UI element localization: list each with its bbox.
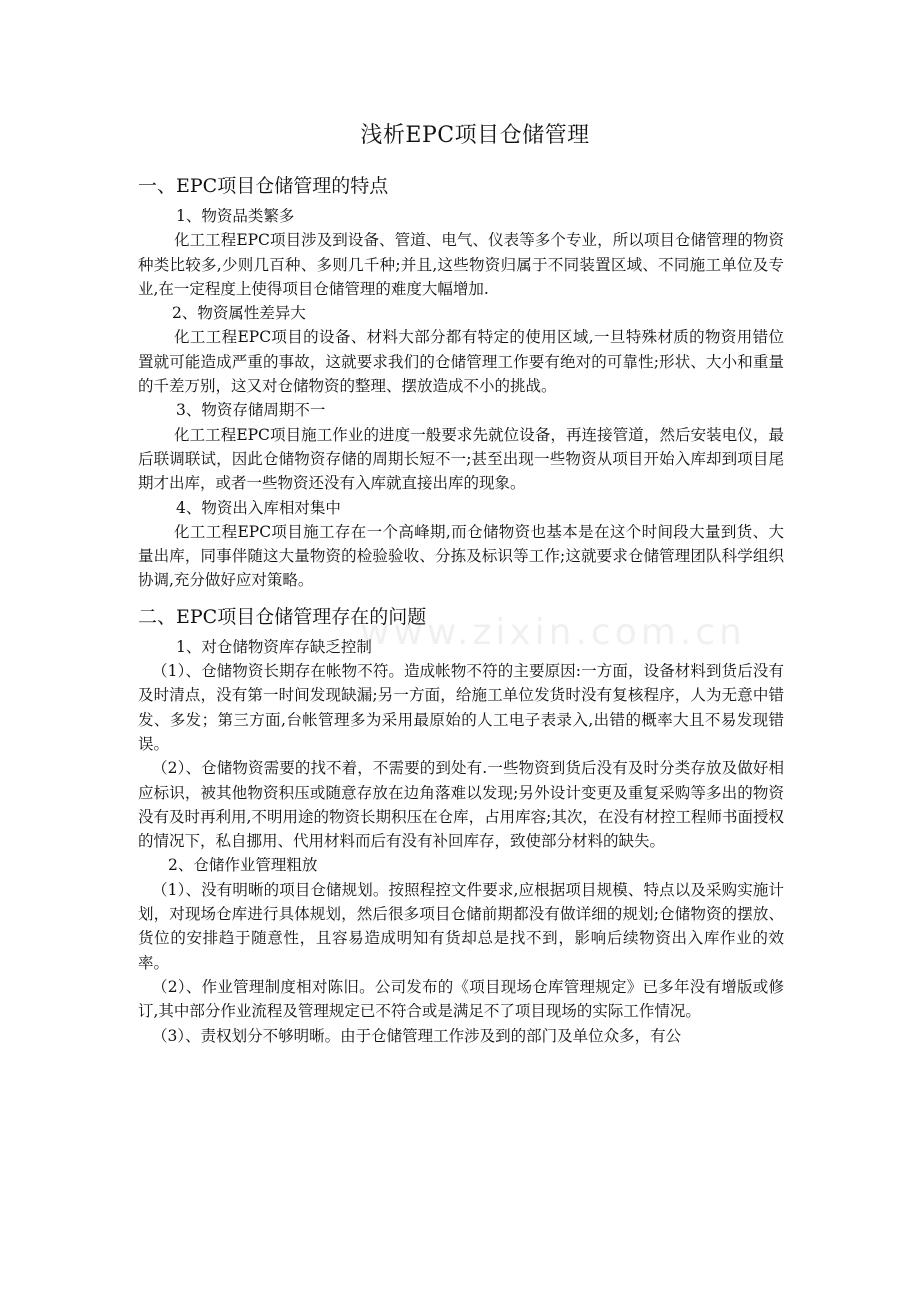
section-heading: 一、EPC项目仓储管理的特点 xyxy=(138,175,389,197)
subsection-heading: 3、物资存储周期不一 xyxy=(176,401,326,420)
document-body xyxy=(138,168,784,1048)
paragraph: （1）、没有明晰的项目仓储规划。按照程控文件要求,应根据项目规模、特点以及采购实施计划，对现场仓库进行具体规划，然后很多项目仓储前期都没有做详细的规划;仓储物资的摆放、货位的安排趋于随意性，且容易造成明知有货却总是找不到，影响后续物资出入库作业的效率。 xyxy=(138,880,784,972)
paragraph: （2）、作业管理制度相对陈旧。公司发布的《项目现场仓库管理规定》已多年没有增版或修订,其中部分作业流程及管理规定已不符合或是满足不了项目现场的实际工作情况。 xyxy=(138,977,784,1021)
subsection-heading: 1、物资品类繁多 xyxy=(176,207,295,225)
paragraph: 化工工程EPC项目施工作业的进度一般要求先就位设备，再连接管道，然后安装电仪，最后联调联试，因此仓储物资存储的周期长短不一;甚至出现一些物资从项目开始入库却到项目尾期才出库，或者一些物资还没有入库就直接出库的现象。 xyxy=(138,425,784,493)
paragraph: 化工工程EPC项目的设备、材料大部分都有特定的使用区域,一旦特殊材质的物资用错位置就可能造成严重的事故，这就要求我们的仓储管理工作要有绝对的可靠性;形状、大小和重量的千差万别，这又对仓储物资的整理、摆放造成不小的挑战。 xyxy=(138,328,784,396)
paragraph: （3）、责权划分不够明晰。由于仓储管理工作涉及到的部门及单位众多，有公 xyxy=(152,1026,682,1045)
watermark: www.zixin.com.cn xyxy=(360,612,746,653)
paragraph: （2）、仓储物资需要的找不着，不需要的到处有.一些物资到货后没有及时分类存放及做好相应标识，被其他物资积压或随意存放在边角落难以发现;另外设计变更及重复采购等多出的物资没有及时再利用,不明用途的物资长期积压在仓库，占用库容;其次，在没有材控工程师书面授权的情况下，私自挪用、代用材料而后有没有补回库存，致使部分材料的缺失。 xyxy=(138,759,784,851)
paragraph: 化工工程EPC项目涉及到设备、管道、电气、仪表等多个专业，所以项目仓储管理的物资种类比较多,少则几百种、多则几千种;并且,这些物资归属于不同装置区域、不同施工单位及专业,在一定程度上使得项目仓储管理的难度大幅增加. xyxy=(138,231,784,298)
subsection-heading: 4、物资出入库相对集中 xyxy=(176,498,341,517)
document-title: 浅析EPC项目仓储管理 xyxy=(360,123,590,148)
subsection-heading: 2、仓储作业管理粗放 xyxy=(168,856,318,875)
section-heading: 二、EPC项目仓储管理存在的问题 xyxy=(138,605,427,628)
subsection-heading: 2、物资属性差异大 xyxy=(172,304,306,323)
subsection-heading: 1、对仓储物资库存缺乏控制 xyxy=(176,637,372,656)
paragraph: 化工工程EPC项目施工存在一个高峰期,而仓储物资也基本是在这个时间段大量到货、大量出库，同事伴随这大量物资的检验验收、分拣及标识等工作;这就要求仓储管理团队科学组织协调,充分做好应对策略。 xyxy=(138,522,784,590)
paragraph: （1）、仓储物资长期存在帐物不符。造成帐物不符的主要原因:一方面，设备材料到货后没有及时清点，没有第一时间发现缺漏;另一方面，给施工单位发货时没有复核程序，人为无意中错发、多发；第三方面,台帐管理多为采用最原始的人工电子表录入,出错的概率大且不易发现错误。 xyxy=(138,662,784,753)
